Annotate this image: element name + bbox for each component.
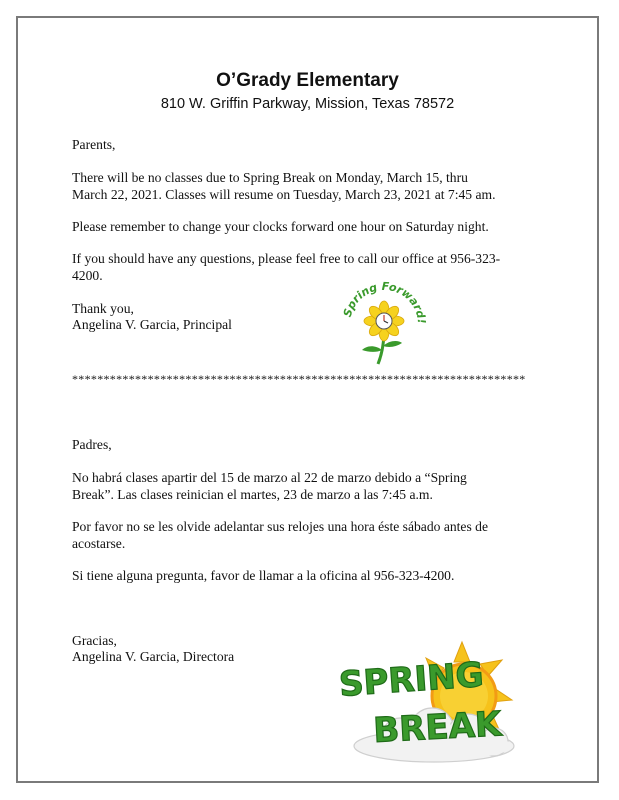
- english-signature: Angelina V. Garcia, Principal: [72, 317, 232, 332]
- spanish-salutation: Padres,: [72, 437, 112, 452]
- school-address: 810 W. Griffin Parkway, Mission, Texas 78572: [160, 96, 455, 112]
- spanish-para2-line1: Por favor no se les olvide adelantar sus relojes una hora éste sábado antes de: [72, 519, 488, 534]
- english-closing: Thank you,: [72, 301, 134, 316]
- section-separator: ************************************************************************: [72, 372, 526, 386]
- english-para1-line2: March 22, 2021. Classes will resume on Tuesday, March 23, 2021 at 7:45 am.: [72, 187, 496, 202]
- spanish-signature: Angelina V. Garcia, Directora: [72, 649, 235, 664]
- spring-break-word-1: SPRING: [337, 654, 485, 705]
- school-name: O’Grady Elementary: [216, 70, 399, 91]
- spanish-para3: Si tiene alguna pregunta, favor de llamar a la oficina al 956-323-4200.: [72, 568, 455, 583]
- spanish-para2-line2: acostarse.: [72, 536, 126, 551]
- spring-forward-text: Spring Forward!: [340, 280, 429, 325]
- english-para2: Please remember to change your clocks forward one hour on Saturday night.: [72, 219, 489, 234]
- spring-break-sun-cloud-icon: [334, 638, 516, 764]
- spanish-para1-line1: No habrá clases apartir del 15 de marzo al 22 de marzo debido a “Spring: [72, 470, 467, 485]
- letter-page: [16, 16, 599, 783]
- spring-forward-flower-clock-icon: [338, 280, 430, 366]
- spring-break-word-2: BREAK: [372, 704, 503, 751]
- spanish-closing: Gracias,: [72, 633, 117, 648]
- english-salutation: Parents,: [72, 137, 116, 152]
- english-para3-line2: 4200.: [72, 268, 103, 283]
- spanish-para1-line2: Break”. Las clases reinician el martes, 23 de marzo a las 7:45 a.m.: [72, 487, 433, 502]
- english-para1-line1: There will be no classes due to Spring Break on Monday, March 15, thru: [72, 170, 468, 185]
- english-para3-line1: If you should have any questions, please feel free to call our office at 956-323-: [72, 251, 501, 266]
